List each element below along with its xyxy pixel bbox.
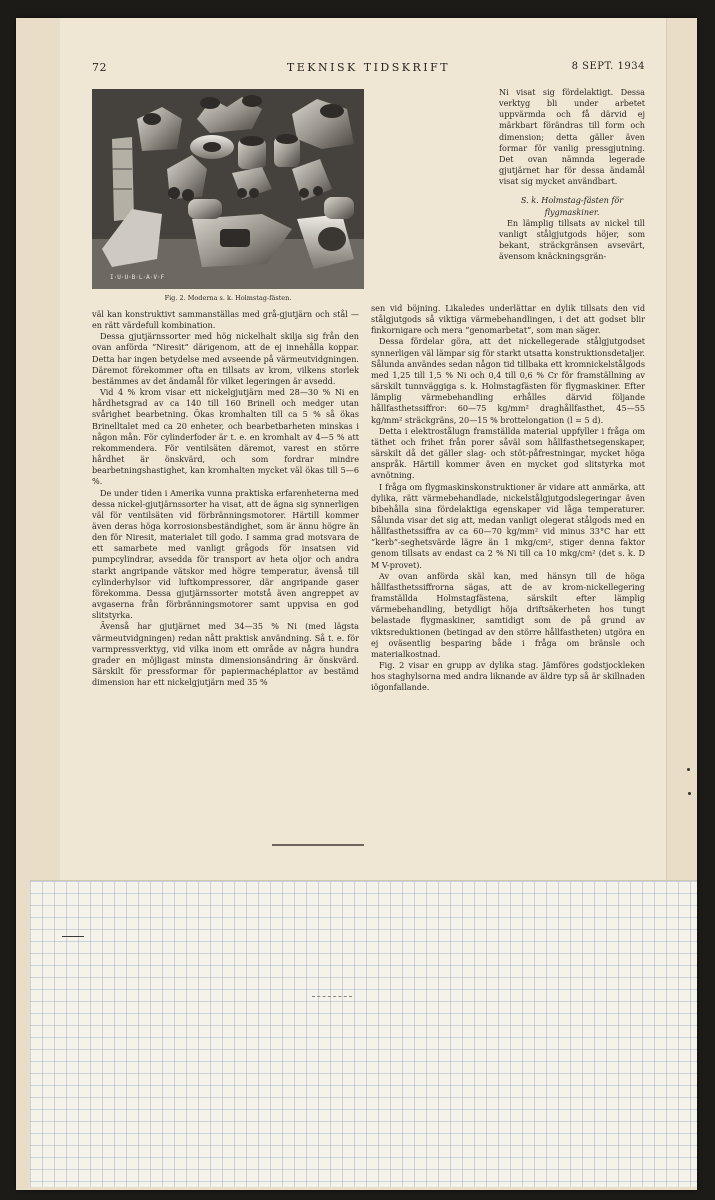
paragraph: Ni visat sig fördelaktigt. Dessa verktyg bli under arbetet uppvärmda och få därvid ej märkbart förändras till form och dimension; detta gäller även formar för vanlig pressgjutning. Det ovan nämnda legerade gjutjärnet har för dessa ändamål visat sig mycket användbart. bbox=[499, 87, 645, 187]
paragraph: Fig. 2 visar en grupp av dylika stag. Jämföres godstjockleken hos staghylsorna med andra liknande av äldre typ så är skillnaden iögonfallande. bbox=[371, 660, 645, 693]
paragraph: I fråga om flygmaskinskonstruktioner är vidare att anmärka, att dylika, rätt värmebehandlade, nickelstålgjutgodslegeringar även bibehålla sina fördelaktiga egenskaper vid låga temperaturer. Sålunda visar det sig att, medan vanligt olegerat stålgods med en hållfasthetssiffra av ca 60—70 kg/mm² vid minus 33°C har ett ”kerb”-seghetsvärde lägre än 1 mkg/cm², stiger denna faktor genom tillsats av endast ca 2 % Ni till ca 10 mkg/cm² (det s. k. D M V-provet). bbox=[371, 481, 645, 570]
paragraph: Dessa fördelar göra, att det nickellegerade stålgjutgodset synnerligen väl lämpar sig för starkt utsatta konstruktionsdetaljer. Sålunda användes sedan någon tid tillbaka ett kromnickelstålgods med 1,25 till 1,5 % Ni och 0,4 till 0,6 % Cr för framställning av särskilt tunnväggiga s. k. Holmstagfästen för flygmaskiner. Efter lämplig värmebehandling erhålles därvid följande hållfasthetssiffror: 60—75 kg/mm² draghållfasthet, 45—55 kg/mm² sträckgräns, 20—15 % brottelongation (l = 5 d). bbox=[371, 336, 645, 425]
section-heading-line2: flygmaskiner. bbox=[544, 206, 600, 217]
ink-dot bbox=[688, 792, 691, 795]
issue-date: 8 SEPT. 1934 bbox=[571, 61, 645, 72]
section-divider bbox=[272, 844, 364, 846]
dashed-mark bbox=[312, 996, 352, 997]
holmstag-fittings-photo bbox=[92, 89, 364, 289]
paragraph: De under tiden i Amerika vunna praktiska erfarenheterna med dessa nickel-gjutjärnssorter ha visat, att de ägna sig synnerligen väl för ventilsäten vid förbränningsmotorer. Härtill kommer även deras höga korrosionsbeständighet, som är ännu högre än den för Niresit, materialet till godo. I samma grad motsvara de ett samarbete med vanligt grågods för insatsen vid pumpcylindrar, avsedda för transport av heta oljor och andra starkt angripande vätskor med högre temperatur, ävenså till cylinderhylsor vid luftkompressorer, där angripande gaser förekomma. Dessa gjutjärnssorter motstå även angreppet av avgaserna från förbränningsmotorer samt uppvisa en god slitstyrka. bbox=[92, 487, 359, 621]
ink-dot bbox=[687, 768, 690, 771]
graph-paper bbox=[30, 880, 697, 1187]
right-column bbox=[371, 303, 645, 693]
journal-title: TEKNISK TIDSKRIFT bbox=[286, 61, 451, 74]
paragraph: Detta i elektrostålugn framställda material uppfyller i fråga om täthet och frihet från porer såväl som hållfasthetsegenskaper, särskilt då det gäller slag- och stöt-påfrestningar, mycket höga anspråk. Härtill kommer även en mycket god slitstyrka mot avnötning. bbox=[371, 425, 645, 481]
section-heading-line1: S. k. Holmstag-fästen för bbox=[520, 195, 624, 206]
figure-label: I·U·U·B·L·A·V·F bbox=[110, 274, 165, 281]
paragraph: Vid 4 % krom visar ett nickelgjutjärn med 28—30 % Ni en hårdhetsgrad av ca 140 till 160 Brinell och medger utan svårighet bearbetning. Ökas kromhalten till ca 5 % så ökas Brinelltalet med ca 20 enheter, och bearbetbarheten minskas i någon mån. För cylinderfoder är t. e. en kromhalt av 4—5 % att rekommendera. För ventilsäten däremot, varest en större hårdhet är önskvärd, och som fordrar mindre bearbetningshastighet, kan kromhalten mycket väl ökas till 5—6 %. bbox=[92, 387, 359, 487]
right-top-column bbox=[499, 87, 645, 262]
page-header bbox=[92, 61, 645, 77]
page-number: 72 bbox=[92, 61, 107, 74]
paragraph: sen vid böjning. Likaledes underlättar en dylik tillsats den vid stålgjutgods så viktiga värmebehandlingen, i det att godset blir finkornigare och mera ”genomarbetat”, som man säger. bbox=[371, 303, 645, 336]
paragraph: väl kan konstruktivt sammanställas med grå-gjutjärn och stål — en rätt värdefull kombination. bbox=[92, 309, 359, 331]
figure-photo bbox=[92, 89, 364, 289]
paragraph: Ävenså har gjutjärnet med 34—35 % Ni (med lägsta värmeutvidgningen) redan nått praktisk användning. Så t. e. för varmpressverktyg, vid vilka inom ett område av några hundra grader en möjligast minsta dimensionsändring är önskvärd. Särskilt för pressformar för papiermachéplattor av bestämd dimension har ett nickelgjutjärn med 35 % bbox=[92, 621, 359, 688]
paragraph: Av ovan anförda skäl kan, med hänsyn till de höga hållfasthetssiffrorna sägas, att de av krom-nickellegering framställda Holmstagfästena, särskilt efter lämplig värmebehandling, betydligt höja driftsäkerheten hos tungt belastade flygmaskiner, samtidigt som de på grund av viktsreduktionen (betingad av den större hållfastheten) utgöra en ej oväsentlig besparing både i fråga om bränsle och materialkostnad. bbox=[371, 570, 645, 659]
pencil-mark bbox=[62, 936, 84, 937]
figure-caption: Fig. 2. Moderna s. k. Holmstag-fästen. bbox=[164, 294, 292, 302]
paragraph: En lämplig tillsats av nickel till vanligt stålgjutgods höjer, som bekant, sträckgränsen avsevärt, ävensom knäckningsgrän- bbox=[499, 217, 645, 262]
paragraph: Dessa gjutjärnssorter med hög nickelhalt skilja sig från den ovan anförda ”Niresit” därigenom, att de ej innehålla koppar. Detta har ingen betydelse med avseende på värmeutvidgningen. Däremot förekommer ofta en tillsats av krom, vilkens storlek bestämmes av det ändamål för vilket legeringen är avsedd. bbox=[92, 331, 359, 386]
left-column bbox=[92, 309, 359, 688]
